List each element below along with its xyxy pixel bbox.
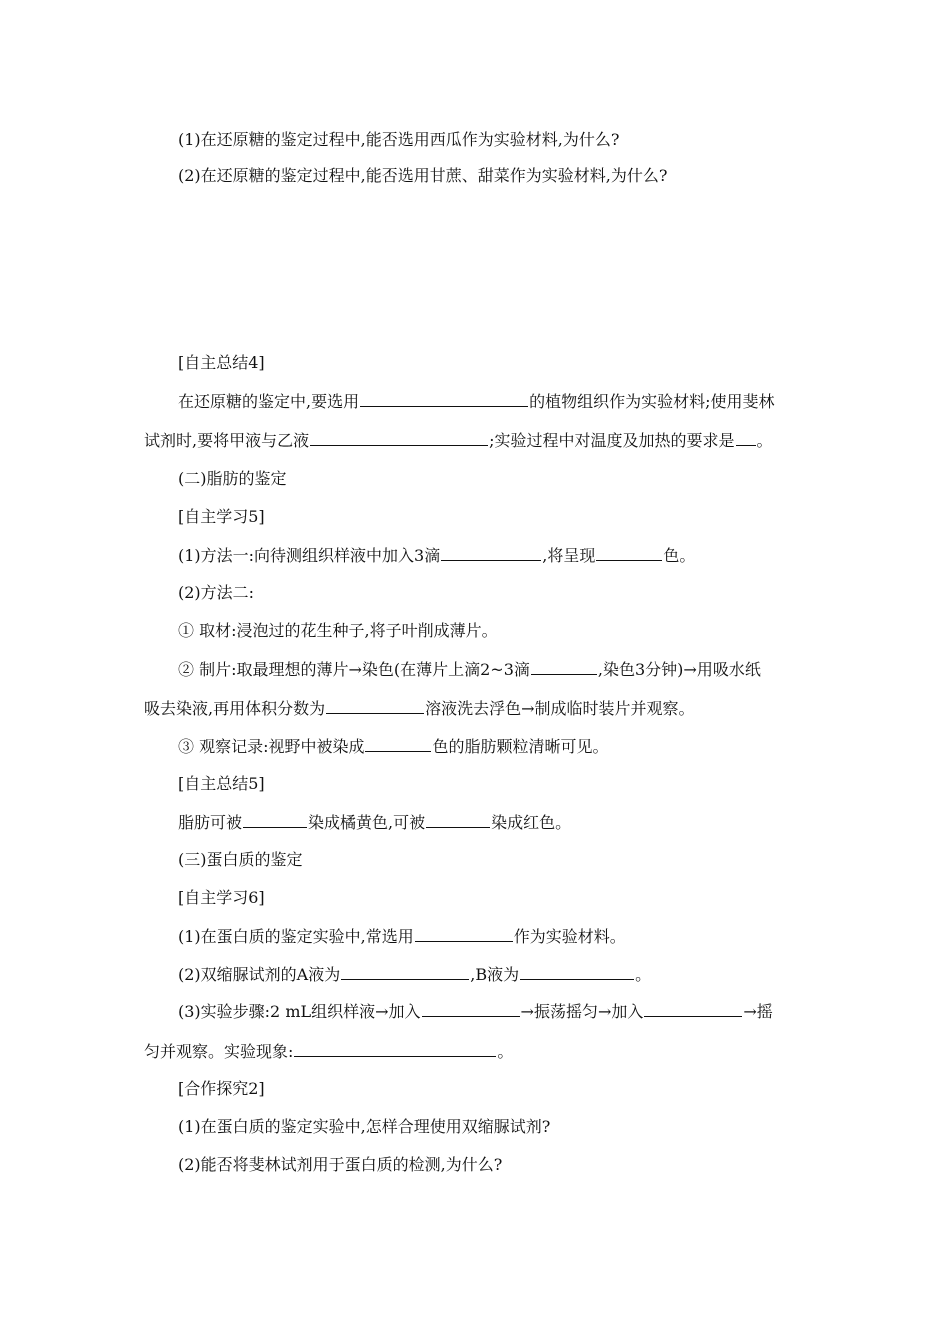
text: ① 取材:浸泡过的花生种子,将子叶削成薄片。 [178, 621, 498, 640]
heading-fat-test [178, 469, 287, 489]
fill-in-blank[interactable] [294, 1041, 496, 1057]
fill-in-blank[interactable] [426, 812, 490, 828]
fat-step-3 [178, 736, 609, 757]
fill-in-blank[interactable] [415, 926, 513, 942]
text: 溶液洗去浮色→制成临时装片并观察。 [425, 699, 695, 718]
summary-4-line-1 [178, 391, 775, 412]
explore-question-2 [178, 1155, 502, 1175]
explore-question-1 [178, 1117, 550, 1137]
section-title-learn-5 [178, 507, 265, 527]
text: 的植物组织作为实验材料;使用斐林 [529, 392, 775, 411]
section-title-explore-2 [178, 1079, 265, 1099]
text: →振荡摇匀→加入 [520, 1002, 644, 1021]
text: 脂肪可被 [178, 813, 243, 832]
text: 作为实验材料。 [513, 927, 626, 946]
text: 在还原糖的鉴定中,要选用 [178, 392, 360, 411]
heading-protein-test [178, 850, 303, 870]
section-title-learn-6 [178, 888, 265, 908]
text: 色。 [663, 546, 696, 565]
section-title-summary-5 [178, 774, 265, 794]
text: (1)方法一:向待测组织样液中加入3滴 [178, 546, 441, 565]
text: ,将呈现 [542, 546, 596, 565]
fill-in-blank[interactable] [736, 430, 756, 446]
fill-in-blank[interactable] [243, 812, 307, 828]
text: ;实验过程中对温度及加热的要求是 [489, 431, 735, 450]
fill-in-blank[interactable] [310, 430, 488, 446]
text: (3)实验步骤:2 mL组织样液→加入 [178, 1002, 421, 1021]
fill-in-blank[interactable] [520, 964, 634, 980]
text: (1)在蛋白质的鉴定实验中,常选用 [178, 927, 414, 946]
fill-in-blank[interactable] [596, 545, 662, 561]
fill-in-blank[interactable] [422, 1001, 520, 1017]
text: (2)能否将斐林试剂用于蛋白质的检测,为什么? [178, 1155, 503, 1174]
fat-step-2-cont [144, 698, 695, 719]
text: →摇 [743, 1002, 773, 1021]
text: ,B液为 [470, 965, 520, 984]
text: 试剂时,要将甲液与乙液 [144, 431, 310, 450]
fill-in-blank[interactable] [365, 736, 431, 752]
text: ② 制片:取最理想的薄片→染色(在薄片上滴2~3滴 [178, 660, 530, 679]
text: 。 [497, 1042, 514, 1061]
section-title: [自主总结5] [178, 774, 265, 793]
protein-item-1 [178, 926, 626, 947]
fill-in-blank[interactable] [360, 391, 528, 407]
section-heading: (二)脂肪的鉴定 [178, 469, 287, 488]
text: (1)在蛋白质的鉴定实验中,怎样合理使用双缩脲试剂? [178, 1117, 551, 1136]
text: 。 [756, 431, 773, 450]
fill-in-blank[interactable] [644, 1001, 742, 1017]
question-sugarcane [178, 166, 667, 186]
text: ,染色3分钟)→用吸水纸 [597, 660, 761, 679]
text: 。 [635, 965, 652, 984]
text: ③ 观察记录:视野中被染成 [178, 737, 365, 756]
question-text: (1)在还原糖的鉴定过程中,能否选用西瓜作为实验材料,为什么? [178, 130, 620, 149]
question-text: (2)在还原糖的鉴定过程中,能否选用甘蔗、甜菜作为实验材料,为什么? [178, 166, 668, 185]
text: 染成橘黄色,可被 [308, 813, 426, 832]
fat-method-2 [178, 583, 254, 603]
fat-method-1 [178, 545, 695, 566]
section-title-summary-4 [178, 353, 265, 373]
text: 色的脂肪颗粒清晰可见。 [432, 737, 609, 756]
question-watermelon [178, 130, 619, 150]
fill-in-blank[interactable] [531, 659, 597, 675]
text: 染成红色。 [491, 813, 572, 832]
section-title: [自主学习5] [178, 507, 265, 526]
fill-in-blank[interactable] [341, 964, 469, 980]
fill-in-blank[interactable] [441, 545, 541, 561]
fat-step-2 [178, 659, 761, 680]
section-title: [合作探究2] [178, 1079, 265, 1098]
fill-in-blank[interactable] [326, 698, 424, 714]
protein-item-3 [178, 1001, 773, 1022]
protein-item-2 [178, 964, 651, 985]
summary-5-line [178, 812, 571, 833]
text: (2)双缩脲试剂的A液为 [178, 965, 341, 984]
text: 匀并观察。实验现象: [144, 1042, 294, 1061]
section-title: [自主学习6] [178, 888, 265, 907]
section-title: [自主总结4] [178, 353, 265, 372]
section-heading: (三)蛋白质的鉴定 [178, 850, 303, 869]
protein-item-3-cont [144, 1041, 513, 1062]
fat-step-1 [178, 621, 498, 641]
text: 吸去染液,再用体积分数为 [144, 699, 326, 718]
summary-4-line-2 [144, 430, 773, 451]
text: (2)方法二: [178, 583, 255, 602]
